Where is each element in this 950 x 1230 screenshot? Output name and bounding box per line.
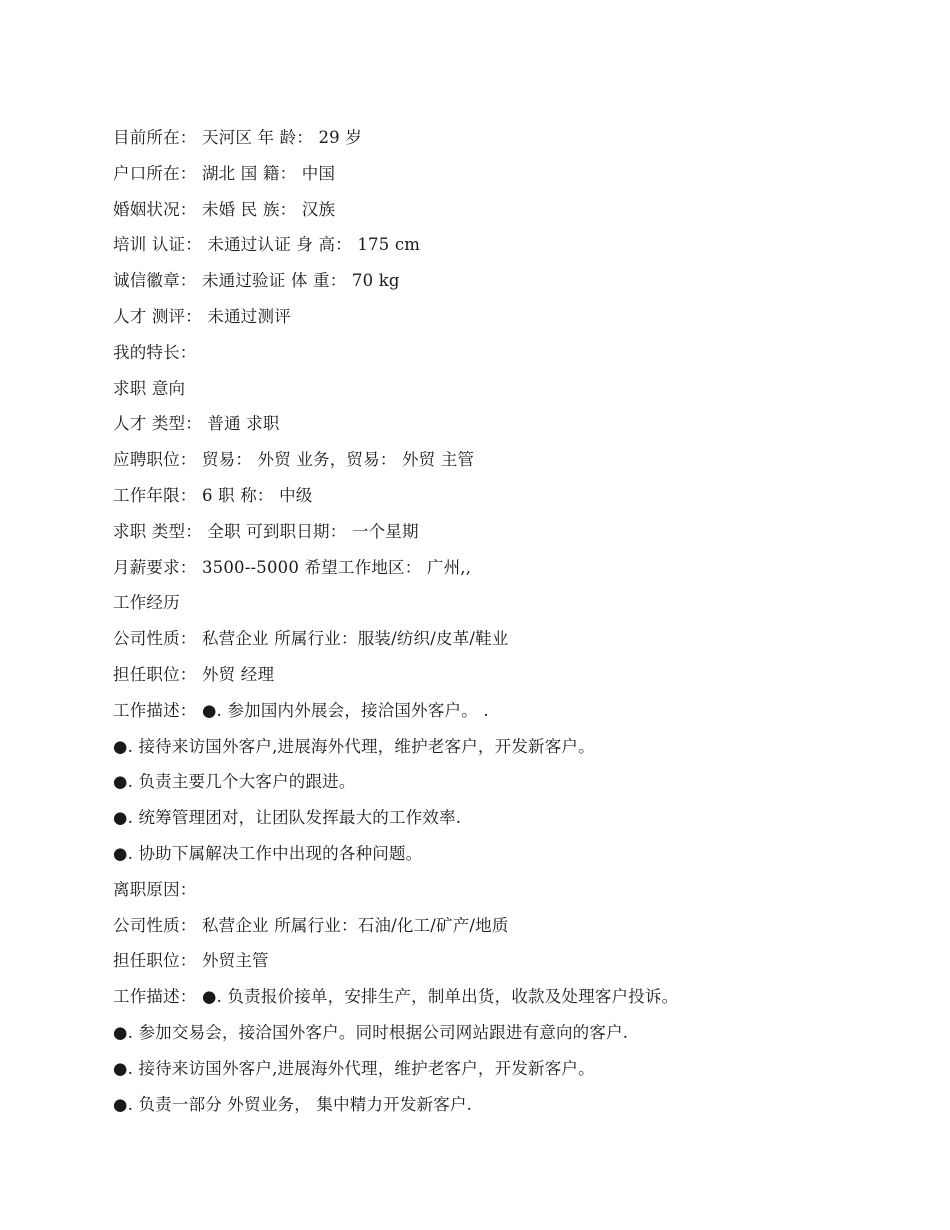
company-2-description-line: 工作描述： ●. 负责报价接单，安排生产，制单出货，收款及处理客户投诉。 [113,987,679,1007]
company-1-bullet: ●. 统筹管理团对，让团队发挥最大的工作效率. [113,808,462,828]
job-type-start-date-line: 求职 类型： 全职 可到职日期： 一个星期 [113,521,419,541]
company-2-position-line: 担任职位： 外贸主管 [113,951,269,971]
salary-location-line: 月薪要求： 3500--5000 希望工作地区： 广州,, [113,557,472,577]
company-1-nature-line: 公司性质： 私营企业 所属行业：服装/纺织/皮革/鞋业 [113,629,509,649]
company-1-bullet: ●. 负责主要几个大客户的跟进。 [113,772,356,792]
talent-assessment-line: 人才 测评： 未通过测评 [113,306,291,326]
resume-document [113,120,893,1122]
hukou-nationality-line: 户口所在： 湖北 国 籍： 中国 [113,163,336,183]
company-2-nature-line: 公司性质： 私营企业 所属行业：石油/化工/矿产/地质 [113,915,509,935]
leaving-reason-line: 离职原因： [113,879,197,899]
company-2-bullet: ●. 接待来访国外客户,进展海外代理，维护老客户，开发新客户。 [113,1058,595,1078]
talent-type-line: 人才 类型： 普通 求职 [113,414,280,434]
company-2-bullet: ●. 负责一部分 外贸业务， 集中精力开发新客户. [113,1094,473,1114]
company-1-bullet: ●. 接待来访国外客户,进展海外代理，维护老客户，开发新客户。 [113,736,595,756]
certification-height-line: 培训 认证： 未通过认证 身 高： 175 cm [113,235,421,255]
company-1-position-line: 担任职位： 外贸 经理 [113,664,275,684]
marital-ethnicity-line: 婚姻状况： 未婚 民 族： 汉族 [113,199,336,219]
applied-position-line: 应聘职位： 贸易： 外贸 业务，贸易： 外贸 主管 [113,450,475,470]
work-experience-heading: 工作经历 [113,593,180,613]
specialty-line: 我的特长： [113,342,197,362]
work-years-title-line: 工作年限： 6 职 称： 中级 [113,485,313,505]
company-2-bullet: ●. 参加交易会，接洽国外客户。同时根据公司网站跟进有意向的客户. [113,1022,629,1042]
company-1-description-line: 工作描述： ●. 参加国内外展会，接洽国外客户。 . [113,700,489,720]
company-1-bullet: ●. 协助下属解决工作中出现的各种问题。 [113,843,423,863]
credit-badge-weight-line: 诚信徽章： 未通过验证 体 重： 70 kg [113,271,400,291]
current-location-age-line: 目前所在： 天河区 年 龄： 29 岁 [113,128,363,147]
job-intention-heading: 求职 意向 [113,378,186,398]
